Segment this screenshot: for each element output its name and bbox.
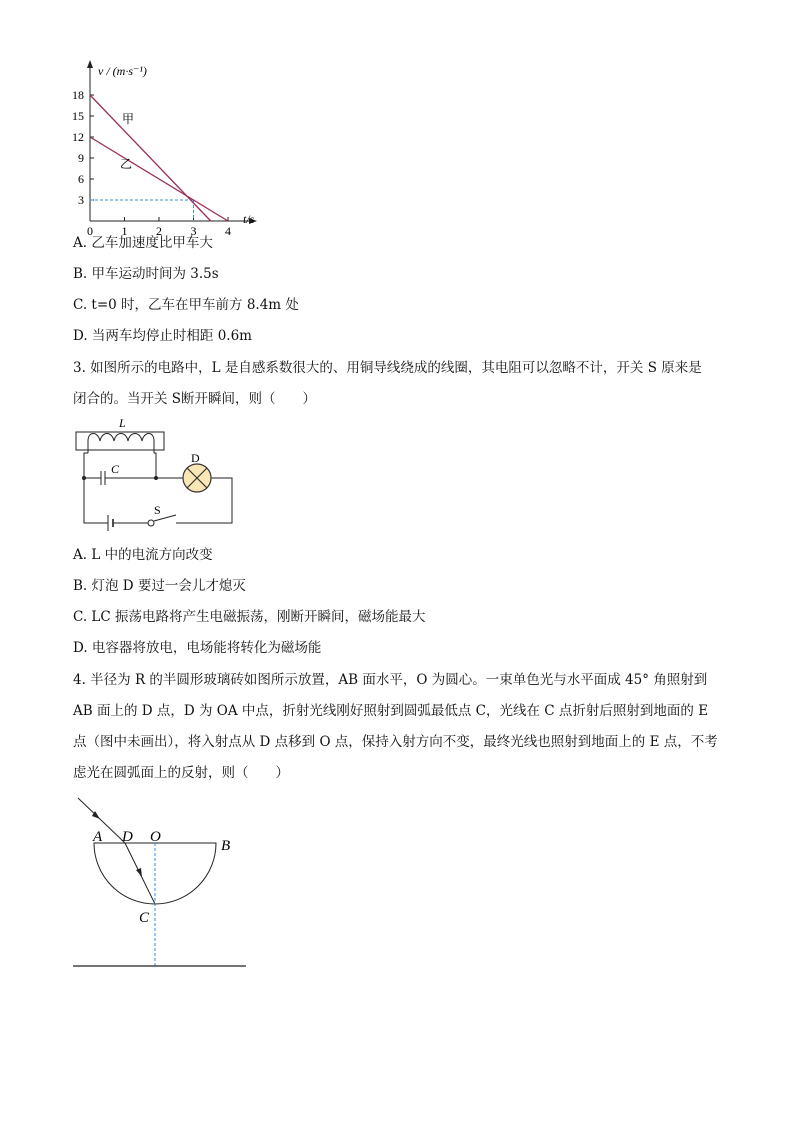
x-tick-label: 4	[225, 224, 231, 238]
y-tick-label: 12	[72, 130, 84, 144]
series-label-jia: 甲	[122, 112, 135, 126]
junction-left	[82, 476, 86, 480]
q3-option-b: B. 灯泡 D 要过一会儿才熄灭	[73, 578, 246, 594]
wire-left	[84, 453, 108, 523]
point-d-label: D	[122, 829, 133, 845]
junction-right	[154, 476, 158, 480]
y-tick-label: 6	[78, 172, 84, 186]
x-axis-label: t/s	[243, 212, 255, 226]
q3-option-d: D. 电容器将放电，电场能将转化为磁场能	[73, 640, 322, 656]
x-tick-label: 0	[87, 224, 93, 238]
q4-stem-line1: 4. 半径为 R 的半圆形玻璃砖如图所示放置，AB 面水平，O 为圆心。一束单色光与水平面成 45° 角照射到	[73, 672, 708, 688]
point-a-label: A	[93, 829, 103, 845]
point-o-label: O	[150, 829, 161, 845]
q2-option-a: A. 乙车加速度比甲车大	[73, 235, 213, 251]
q3-stem-line1: 3. 如图所示的电路中，L 是自感系数很大的、用铜导线绕成的线圈，其电阻可以忽略不计，开关 S 原来是	[73, 360, 702, 376]
q4-stem-line3: 点（图中未画出），将入射点从 D 点移到 O 点，保持入射方向不变，最终光线也照射到地面上的 E 点，不考	[73, 734, 718, 750]
wire-right	[154, 453, 156, 478]
y-tick-label: 18	[72, 88, 84, 102]
switch-label: S	[154, 503, 161, 517]
series-label-yi: 乙	[120, 157, 133, 171]
y-axis-arrow	[87, 60, 93, 68]
q4-stem-line4: 虑光在圆弧面上的反射，则（ ）	[73, 765, 289, 781]
x-tick-label: 2	[156, 224, 162, 238]
q3-option-a: A. L 中的电流方向改变	[73, 547, 213, 563]
capacitor-label: C	[111, 462, 120, 476]
lamp-label: D	[191, 451, 200, 465]
switch-pivot	[148, 520, 154, 526]
x-tick-label: 3	[190, 224, 197, 238]
point-c-label: C	[139, 910, 150, 926]
q3-stem-line2: 闭合的。当开关 S断开瞬间，则（ ）	[73, 391, 317, 407]
series-line-jia	[90, 95, 211, 221]
x-tick-label: 1	[121, 224, 128, 238]
circuit-diagram	[70, 415, 245, 535]
y-tick-label: 15	[72, 109, 84, 123]
vt-chart	[60, 55, 280, 238]
y-tick-label: 9	[78, 151, 84, 165]
y-axis-label: v / (m·s⁻¹)	[98, 64, 147, 78]
q2-option-b: B. 甲车运动时间为 3.5s	[73, 266, 219, 282]
y-tick-label: 3	[78, 193, 84, 207]
glass-brick-diagram	[70, 790, 255, 975]
point-b-label: B	[221, 838, 231, 854]
series-line-yi	[90, 137, 228, 221]
q2-option-d: D. 当两车均停止时相距 0.6m	[73, 328, 252, 344]
q3-option-c: C. LC 振荡电路将产生电磁振荡，刚断开瞬间，磁场能最大	[73, 609, 426, 625]
refracted-arrow	[136, 868, 142, 877]
q2-option-c: C. t=0 时，乙车在甲车前方 8.4m 处	[73, 297, 299, 313]
inductor-label: L	[119, 416, 126, 430]
coil-core	[76, 432, 164, 450]
q4-stem-line2: AB 面上的 D 点，D 为 OA 中点，折射光线刚好照射到圆弧最低点 C，光线在 C 点折射后照射到地面的 E	[73, 703, 709, 719]
